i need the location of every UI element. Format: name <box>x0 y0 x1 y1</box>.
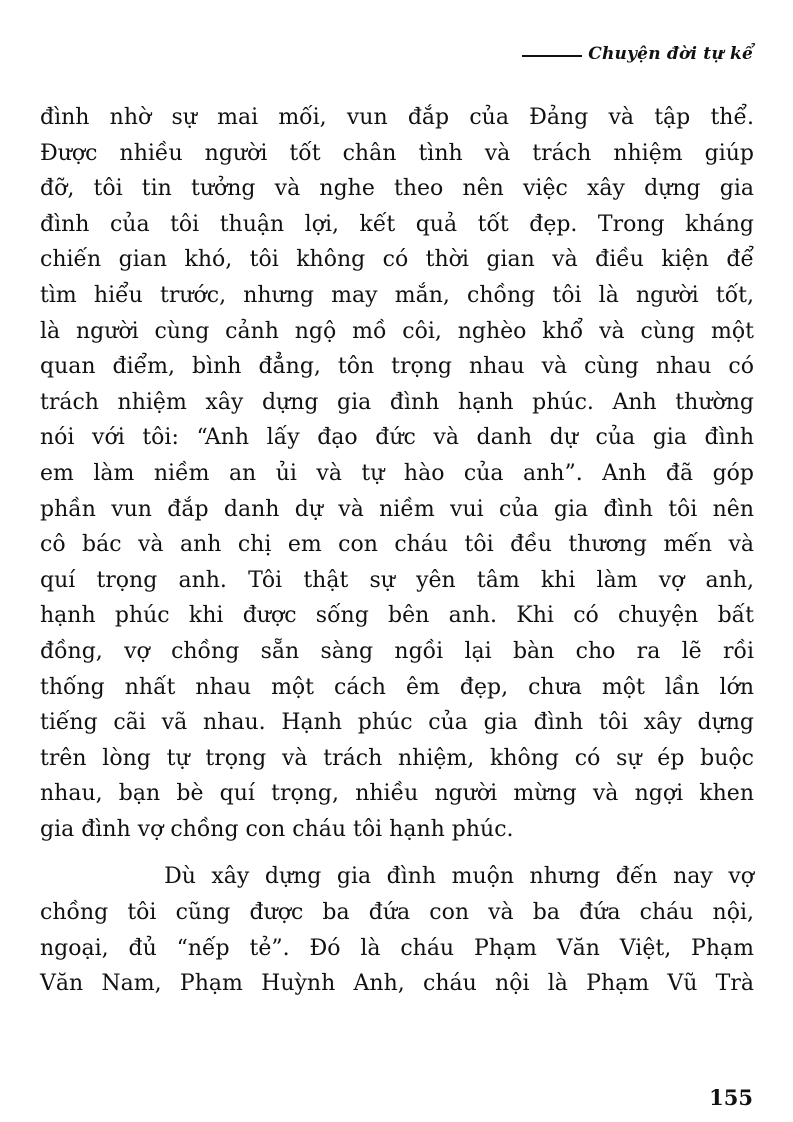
text-line: là người cùng cảnh ngộ mồ côi, nghèo khổ và cùng một <box>40 318 754 344</box>
running-header <box>522 44 753 64</box>
text-line: tìm hiểu trước, nhưng may mắn, chồng tôi là người tốt, <box>40 282 754 308</box>
text-line: đình của tôi thuận lợi, kết quả tốt đẹp. Trong kháng <box>40 211 754 237</box>
running-header-title: Chuyện đời tự kể <box>588 44 753 64</box>
text-line: đồng, vợ chồng sẵn sàng ngồi lại bàn cho ra lẽ rồi <box>40 638 754 664</box>
text-line: đỡ, tôi tin tưởng và nghe theo nên việc xây dựng gia <box>40 176 754 202</box>
text-line: trên lòng tự trọng và trách nhiệm, không có sự ép buộc <box>40 745 754 771</box>
page-number: 155 <box>709 1085 753 1110</box>
text-line: gia đình vợ chồng con cháu tôi hạnh phúc. <box>40 816 514 842</box>
text-line: tiếng cãi vã nhau. Hạnh phúc của gia đình tôi xây dựng <box>40 710 754 736</box>
header-rule <box>522 55 582 57</box>
paragraph-gap <box>40 847 754 859</box>
text-line: thống nhất nhau một cách êm đẹp, chưa một lần lớn <box>40 674 754 700</box>
body-text <box>40 100 754 1002</box>
text-line: chiến gian khó, tôi không có thời gian và điều kiện để <box>40 247 754 273</box>
text-line: quan điểm, bình đẳng, tôn trọng nhau và cùng nhau có <box>40 354 754 380</box>
paragraph-2 <box>40 859 754 1001</box>
text-line: Được nhiều người tốt chân tình và trách nhiệm giúp <box>40 140 754 166</box>
text-line: quí trọng anh. Tôi thật sự yên tâm khi làm vợ anh, <box>40 567 754 593</box>
text-line: em làm niềm an ủi và tự hào của anh”. Anh đã góp <box>40 460 754 486</box>
paragraph-1 <box>40 100 754 847</box>
text-line: đình nhờ sự mai mối, vun đắp của Đảng và tập thể. <box>40 105 754 130</box>
text-line: ngoại, đủ “nếp tẻ”. Đó là cháu Phạm Văn Việt, Phạm <box>40 935 754 961</box>
text-line: trách nhiệm xây dựng gia đình hạnh phúc. Anh thường <box>40 389 754 415</box>
text-line: hạnh phúc khi được sống bên anh. Khi có chuyện bất <box>40 603 754 629</box>
text-line: nói với tôi: “Anh lấy đạo đức và danh dự của gia đình <box>40 425 754 451</box>
text-line: Văn Nam, Phạm Huỳnh Anh, cháu nội là Phạm Vũ Trà <box>40 971 754 997</box>
text-line: chồng tôi cũng được ba đứa con và ba đứa cháu nội, <box>40 900 754 926</box>
text-line: Dù xây dựng gia đình muộn nhưng đến nay vợ <box>40 864 754 890</box>
text-line: phần vun đắp danh dự và niềm vui của gia đình tôi nên <box>40 496 754 522</box>
text-line: nhau, bạn bè quí trọng, nhiều người mừng và ngợi khen <box>40 781 754 807</box>
text-line: cô bác và anh chị em con cháu tôi đều thương mến và <box>40 532 754 558</box>
